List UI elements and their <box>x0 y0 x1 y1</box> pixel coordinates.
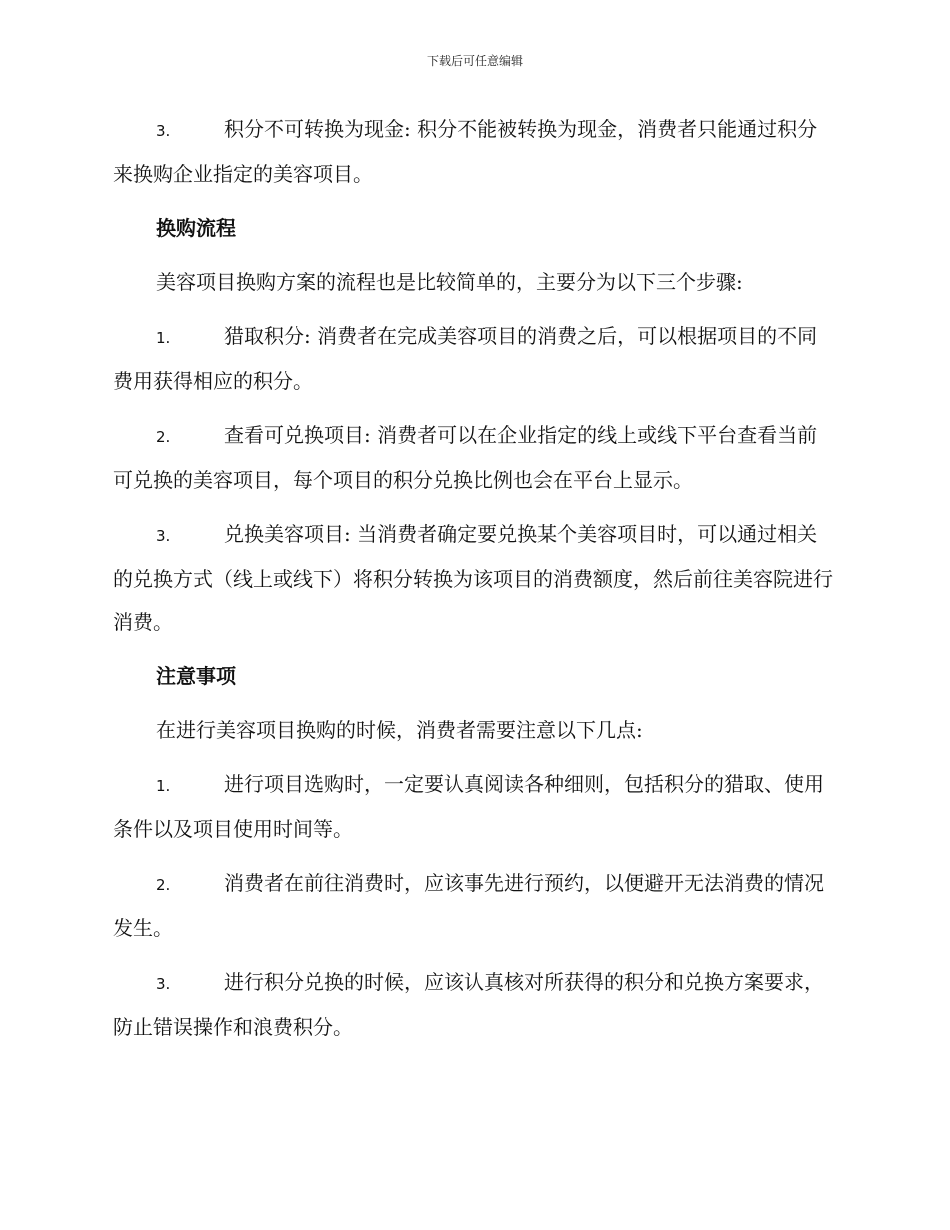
list-text: 积分不可转换为现金: 积分不能被转换为现金，消费者只能通过积分来换购企业指定的美容项目。 <box>113 117 818 186</box>
list-item-process-3 <box>113 513 835 644</box>
section-intro-process: 美容项目换购方案的流程也是比较简单的，主要分为以下三个步骤: <box>156 270 743 294</box>
list-number: 1. <box>156 777 171 795</box>
list-text: 兑换美容项目: 当消费者确定要兑换某个美容项目时，可以通过相关的兑换方式（线上或线下）将积分转换为该项目的消费额度，然后前往美容院进行消费。 <box>113 522 833 634</box>
section-intro-notes: 在进行美容项目换购的时候，消费者需要注意以下几点: <box>156 718 643 742</box>
page-header: 下载后可任意编辑 <box>426 54 523 68</box>
list-item-notes-3 <box>113 961 835 1049</box>
section-heading-process: 换购流程 <box>156 216 236 240</box>
list-text: 猎取积分: 消费者在完成美容项目的消费之后，可以根据项目的不同费用获得相应的积分。 <box>113 324 818 393</box>
list-text: 消费者在前往消费时，应该事先进行预约，以便避开无法消费的情况发生。 <box>113 871 824 940</box>
list-number: 3. <box>156 975 171 993</box>
list-number: 2. <box>156 876 171 894</box>
list-number: 1. <box>156 329 171 347</box>
list-item-notes-1 <box>113 763 835 851</box>
list-text: 进行积分兑换的时候，应该认真核对所获得的积分和兑换方案要求，防止错误操作和浪费积分。 <box>113 970 824 1039</box>
list-item-rule-3 <box>113 108 835 196</box>
list-text: 查看可兑换项目: 消费者可以在企业指定的线上或线下平台查看当前可兑换的美容项目，每个项目的积分兑换比例也会在平台上显示。 <box>113 423 818 492</box>
list-item-process-2 <box>113 414 835 502</box>
list-item-process-1 <box>113 315 835 403</box>
list-number: 3. <box>156 527 171 545</box>
list-number: 2. <box>156 428 171 446</box>
list-number: 3. <box>156 122 171 140</box>
document-content <box>113 108 835 1060</box>
section-heading-notes: 注意事项 <box>156 664 236 688</box>
list-item-notes-2 <box>113 862 835 950</box>
list-text: 进行项目选购时，一定要认真阅读各种细则，包括积分的猎取、使用条件以及项目使用时间等。 <box>113 772 824 841</box>
